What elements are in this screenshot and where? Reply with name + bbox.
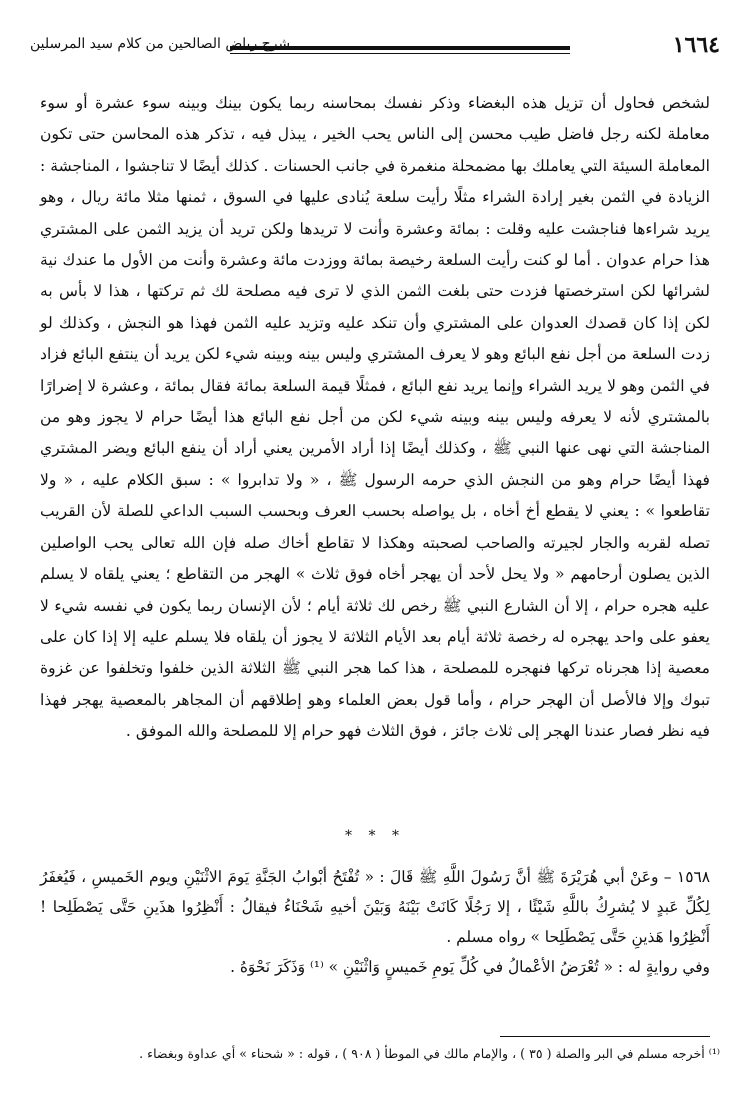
hadith-variant-text: وفي روايةٍ له : « تُعْرَضُ الأعْمالُ في كُلِّ يَومِ خَميسٍ وَاثْنَيْنِ » ⁽¹⁾ وَذَكَرَ نَحْوَهُ . <box>230 958 710 976</box>
page-number: ١٦٦٤ <box>672 32 720 58</box>
book-title: شرح رياض الصالحين من كلام سيد المرسلين <box>30 36 291 52</box>
footnote-rule <box>500 1036 710 1037</box>
commentary-paragraph: لشخص فحاول أن تزيل هذه البغضاء وذكر نفسك بمحاسنه ربما يكون بينك وبينه سوء عشرة أو سوء معاملة لكنه رجل فاضل طيب محسن إلى الناس يحب الخير ، يبذل فيه ، تذكر هذه المحاسن حتى تكون المعاملة السيئة التي يعاملك بها مضمحلة منغمرة في جانب الحسنات . كذلك أيضًا لا تناجشوا ، المناجشة : الزيادة في الثمن بغير إرادة الشراء مثلًا رأيت سلعة يُنادى عليها في السوق ، ثمنها مثلا مائة ريال ، وهو يريد شراءها فناجشت عليه وقلت : بمائة وعشرة وأنت لا تريدها ولكن تريد أن يزيد الثمن على المشتري هذا حرام عدوان . أما لو كنت رأيت السلعة رخيصة بمائة ووزدت مائة وعشرة وأنت من الأول ما عندك نية لشرائها لكن استرخصتها فزدت حتى بلغت الثمن الذي لا ترى فيه مصلحة لك ثم تركتها ، هذا لا بأس به لكن إذا كان قصدك العدوان على المشتري وأن تنكد عليه وتزيد عليه الثمن فهذا هو النجش ، وكذلك لو زدت السلعة من أجل نفع البائع وهو لا يعرف المشتري وليس بينه وبينه شيء لكن يريد أن ينتفع البائع فزاد في الثمن وهو لا يريد الشراء وإنما يريد نفع البائع ، فمثلًا قيمة السلعة بمائة فقال بمائة ، وعشرة لا إضرارًا بالمشتري لأنه لا يعرفه وليس بينه وبينه شيء لكن من أجل نفع البائع هذا أيضًا حرام لا يجوز وهو من المناجشة التي نهى عنها النبي ﷺ ، وكذلك أيضًا إذا أراد الأمرين يعني أراد أن ينفع البائع ويضر المشتري فهذا أيضًا حرام وهو من النجش الذي حرمه الرسول ﷺ ، « ولا تدابروا » : سبق الكلام عليه ، « ولا تقاطعوا » : يعني لا يقطع أخ أخاه ، بل يواصله بحسب العرف وبحسب السبب الداعي للصلة لأن القريب تصله لقربه والجار لجيرته والصاحب لصحبته وهكذا لا تقاطع أخاك صله فإن الله تعالى يحب الواصلين الذين يصلون أرحامهم « ولا يحل لأحد أن يهجر أخاه فوق ثلاث » الهجر من التقاطع ؛ يعني يلقاه لا يسلم عليه هجره حرام ، إلا أن الشارع النبي ﷺ رخص لك ثلاثة أيام ؛ لأن الإنسان ربما يكون في نفسه شيء لا يعفو على واحد يهجره له رخصة ثلاثة أيام بعد الأيام الثلاثة لا يجوز أن يلقاه فلا يسلم عليه إلا إذا كان على معصية إذا هجرناه تركها فنهجره للمصلحة ، هذا كما هجر النبي ﷺ الثلاثة الذين خلفوا وتخلفوا عن غزوة تبوك وإلا فالأصل أن الهجر حرام ، وأما قول بعض العلماء وهو إطلاقهم أن المجاهر بالمعصية يهجر فهذا فيه نظر فصار عندنا الهجر إلى ثلاث جائز ، فوق الثلاث فهو حرام إلا للمصلحة والله الموفق . <box>40 94 710 741</box>
commentary-text <box>40 88 710 748</box>
hadith-block <box>40 862 710 982</box>
hadith-main-text: ١٥٦٨ – وعَنْ أبي هُرَيْرَةَ ﷺ أنَّ رَسُولَ اللَّهِ ﷺ قَالَ : « تُفْتَحُ أبْوابُ الجَنَّةِ يَومَ الاثْنَيْنِ ويوم الخَميسِ ، فَيُغفَرُ لِكُلِّ عَبدٍ لا يُشرِكُ باللَّهِ شَيْئًا ، إلا رَجُلًا كَانَتْ بَيْنَهُ وَبَيْنَ أخيهِ شَحْنَاءُ فيقالُ : أَنْظِرُوا هذَينِ حَتَّى يَصْطَلِحا ! أَنْظِرُوا هَذينِ حَتَّى يَصْطَلِحا » رواه مسلم . <box>40 868 710 946</box>
page-header <box>30 28 720 68</box>
section-separator: * * * <box>345 828 405 844</box>
footnote: ⁽¹⁾ أخرجه مسلم في البر والصلة ( ٣٥ ) ، والإمام مالك في الموطأ ( ٩٠٨ ) ، قوله : « شحناء » أي عداوة وبغضاء . <box>139 1046 720 1061</box>
header-rule-thin <box>230 53 570 54</box>
